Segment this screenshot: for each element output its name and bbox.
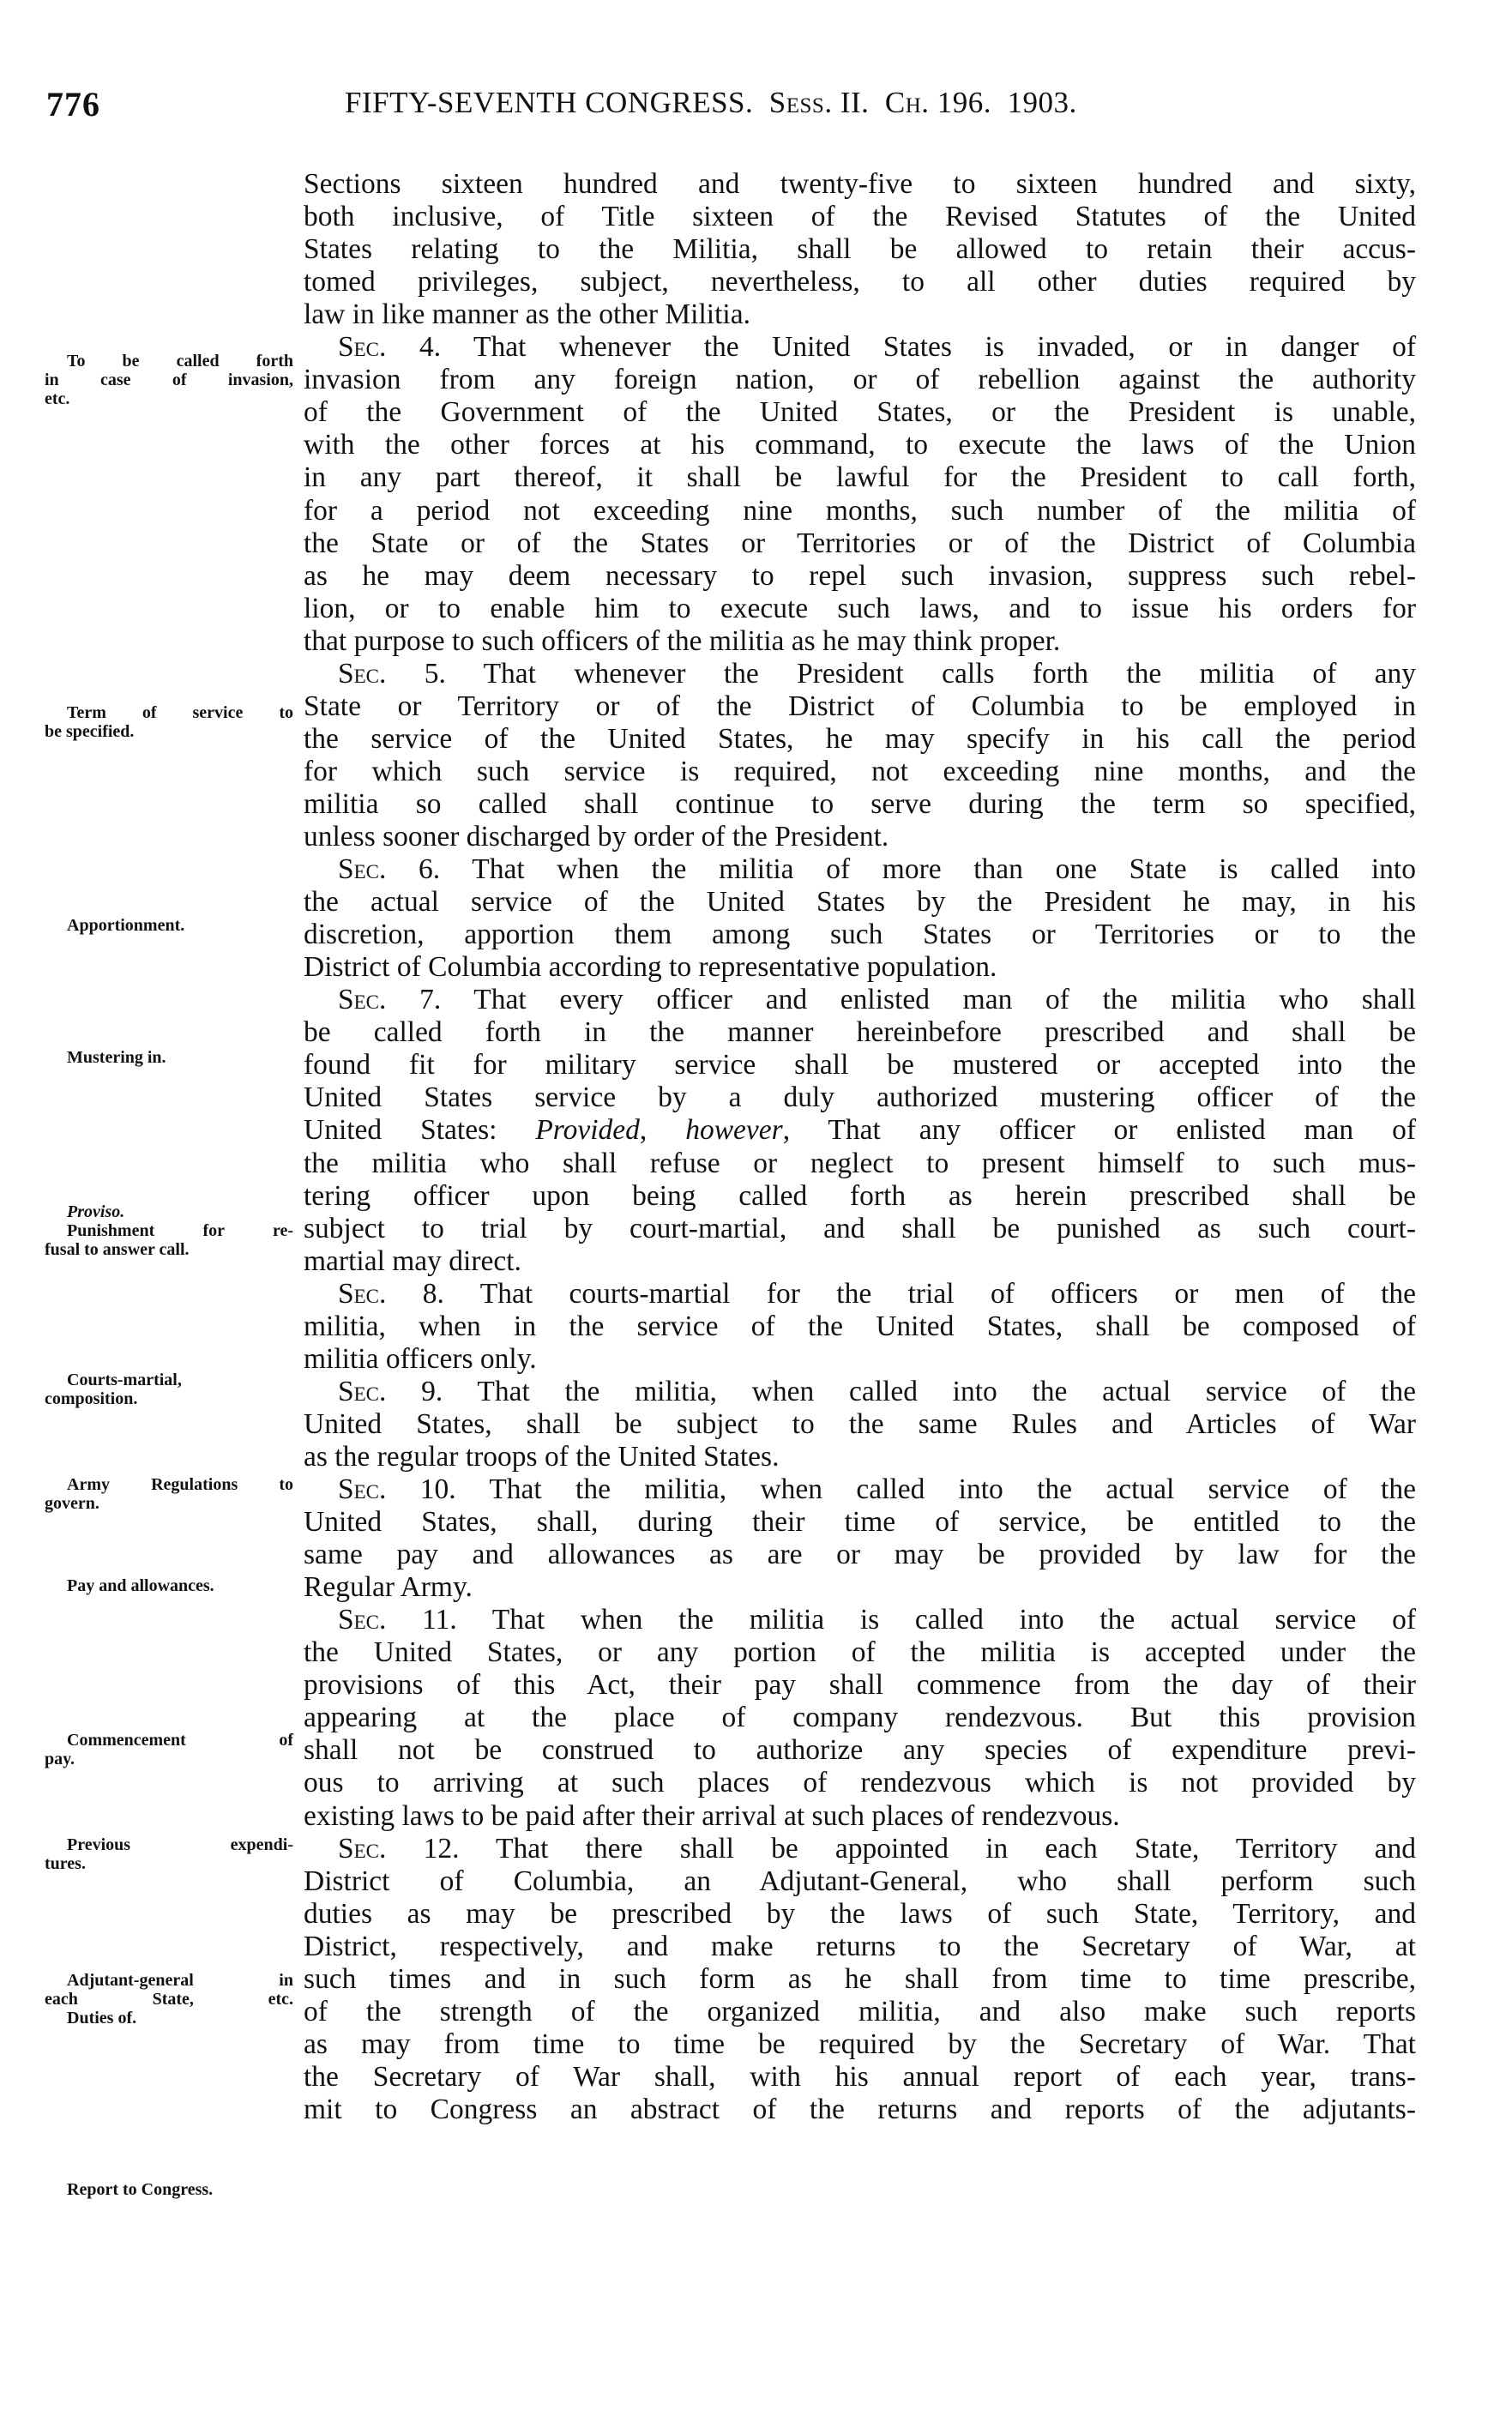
margin-note-line: Proviso. (67, 1202, 125, 1221)
body-line: same pay and allowances as are or may be provided by law for the (304, 1539, 1416, 1571)
body-line: District of Columbia, an Adjutant-General, who shall perform such (304, 1865, 1416, 1897)
body-line: District, respectively, and make returns to the Secretary of War, at (304, 1930, 1416, 1962)
body-line: the United States, or any portion of the militia is accepted under the (304, 1636, 1416, 1669)
margin-note-line: Apportionment. (67, 916, 185, 935)
running-head-title (345, 86, 1077, 120)
margin-note-line: be specified. (45, 722, 135, 741)
body-line: of the strength of the organized militia, and also make such reports (304, 1995, 1416, 2027)
body-line: such times and in such form as he shall from time to time prescribe, (304, 1962, 1416, 1995)
margin-note-line: Previous expendi- (67, 1835, 293, 1854)
body-line: martial may direct. (304, 1244, 521, 1277)
margin-note-line: each State, etc. (45, 1990, 293, 2009)
body-line: existing laws to be paid after their arrival at such places of rendezvous. (304, 1799, 1120, 1832)
body-line: law in like manner as the other Militia. (304, 298, 750, 331)
body-line: Sections sixteen hundred and twenty-five to sixteen hundred and sixty, (304, 168, 1416, 200)
margin-note-commencement-of-pay (45, 1731, 293, 1768)
body-line: States relating to the Militia, shall be allowed to retain their accus- (304, 233, 1416, 266)
body-line: the actual service of the United States by the President he may, in his (304, 886, 1416, 919)
margin-note-line: fusal to answer call. (45, 1240, 190, 1259)
body-line: mit to Congress an abstract of the returns and reports of the adjutants- (304, 2093, 1416, 2125)
body-line: United States, shall be subject to the same Rules and Articles of War (304, 1407, 1416, 1440)
body-line: militia so called shall continue to serve during the term so specified, (304, 787, 1416, 820)
margin-note-line: govern. (45, 1494, 99, 1513)
year-label: 1903. (1007, 86, 1077, 119)
margin-note-report-to-congress (45, 2180, 293, 2199)
body-line: that purpose to such officers of the militia as he may think proper. (304, 624, 1061, 657)
body-line: for which such service is required, not exceeding nine months, and the (304, 755, 1416, 787)
body-line: in any part thereof, it shall be lawful for the President to call forth, (304, 461, 1416, 494)
margin-note-line: Army Regulations to (67, 1475, 293, 1494)
margin-note-line: composition. (45, 1389, 138, 1408)
congress-title: FIFTY-SEVENTH CONGRESS. (345, 86, 754, 119)
section-number: Sec. 7. (338, 984, 442, 1016)
body-line: Sec. 6. That when the militia of more than one State is called into (338, 853, 1416, 886)
section-number: Sec. 5. (338, 657, 446, 690)
body-line: tering officer upon being called forth as herein prescribed shall be (304, 1179, 1416, 1212)
body-line: Sec. 12. That there shall be appointed in each State, Territory and (338, 1832, 1416, 1865)
margin-note-line: Report to Congress. (67, 2180, 214, 2199)
body-line: tomed privileges, subject, nevertheless, to all other duties required by (304, 266, 1416, 298)
body-line: Regular Army. (304, 1571, 473, 1604)
body-line: lion, or to enable him to execute such laws, and to issue his orders for (304, 592, 1416, 624)
body-line: as he may deem necessary to repel such invasion, suppress such rebel- (304, 559, 1416, 592)
chapter-label: Ch. 196. (884, 86, 992, 119)
body-line: provisions of this Act, their pay shall commence from the day of their (304, 1669, 1416, 1702)
body-line: Sec. 8. That courts-martial for the trial of officers or men of the (338, 1277, 1416, 1310)
margin-note-proviso (45, 1202, 293, 1259)
body-line: as may from time to time be required by the Secretary of War. That (304, 2027, 1416, 2060)
margin-note-previous-expenditures (45, 1835, 293, 1873)
body-line: subject to trial by court-martial, and shall be punished as such court- (304, 1212, 1416, 1244)
proviso-italic: Provided (535, 1114, 640, 1147)
body-line: be called forth in the manner hereinbefore prescribed and shall be (304, 1016, 1416, 1049)
margin-note-line: tures. (45, 1854, 86, 1873)
body-line: shall not be construed to authorize any species of expenditure previ- (304, 1734, 1416, 1767)
body-line: United States service by a duly authorized mustering officer of the (304, 1081, 1416, 1114)
margin-note-line: pay. (45, 1750, 75, 1768)
body-line: District of Columbia according to representative population. (304, 951, 997, 984)
section-number: Sec. 11. (338, 1604, 457, 1636)
section-number: Sec. 6. (338, 853, 441, 886)
section-number: Sec. 10. (338, 1473, 456, 1505)
section-number: Sec. 12. (338, 1832, 460, 1865)
session-label: Sess. II. (768, 86, 870, 119)
body-line: Sec. 7. That every officer and enlisted man of the militia who shall (338, 984, 1416, 1016)
page-number: 776 (46, 85, 100, 124)
margin-note-line: Adjutant-general in (67, 1971, 293, 1990)
margin-note-line: Mustering in. (67, 1048, 166, 1067)
margin-note-term-of-service (45, 703, 293, 741)
body-line: invasion from any foreign nation, or of rebellion against the authority (304, 364, 1416, 396)
body-line: Sec. 5. That whenever the President calls forth the militia of any (338, 657, 1416, 690)
margin-note-line: Courts-martial, (67, 1371, 182, 1389)
margin-note-courts-martial (45, 1371, 293, 1408)
body-line: found fit for military service shall be mustered or accepted into the (304, 1049, 1416, 1081)
body-line: United States: Provided, however, That any officer or enlisted man of (304, 1114, 1416, 1147)
body-line: as the regular troops of the United States. (304, 1440, 780, 1473)
body-line: militia officers only. (304, 1342, 537, 1375)
margin-note-line: in case of invasion, (45, 371, 293, 389)
margin-note-apportionment (45, 916, 293, 935)
body-line: unless sooner discharged by order of the President. (304, 821, 889, 853)
section-number: Sec. 8. (338, 1277, 444, 1310)
body-line: Sec. 11. That when the militia is called into the actual service of (338, 1604, 1417, 1636)
margin-note-line: Duties of. (67, 2009, 137, 2027)
body-line: Sec. 4. That whenever the United States is invaded, or in danger of (338, 331, 1416, 364)
body-line: ous to arriving at such places of rendezvous which is not provided by (304, 1767, 1416, 1799)
margin-note-line: etc. (45, 389, 70, 408)
margin-note-adjutant-general (45, 1971, 293, 2027)
section-number: Sec. 9. (338, 1375, 443, 1407)
body-line: Sec. 9. That the militia, when called into the actual service of the (338, 1375, 1416, 1407)
body-line: appearing at the place of company rendezvous. But this provision (304, 1702, 1416, 1734)
margin-note-line: To be called forth (67, 352, 293, 371)
margin-note-pay-allowances (45, 1576, 293, 1595)
margin-note-line: Commencement of (67, 1731, 293, 1750)
margin-note-army-regulations (45, 1475, 293, 1513)
body-line: both inclusive, of Title sixteen of the Revised Statutes of the United (304, 201, 1416, 233)
body-line: Sec. 10. That the militia, when called into the actual service of the (338, 1473, 1416, 1505)
section-number: Sec. 4. (338, 331, 442, 364)
body-line: the service of the United States, he may specify in his call the period (304, 722, 1416, 755)
body-line: United States, shall, during their time of service, be entitled to the (304, 1506, 1416, 1539)
margin-note-line: Term of service to (67, 703, 293, 722)
margin-note-called-forth (45, 352, 293, 408)
body-line: with the other forces at his command, to execute the laws of the Union (304, 429, 1416, 461)
body-line: the State or of the States or Territories or of the District of Columbia (304, 527, 1416, 559)
body-line: for a period not exceeding nine months, such number of the militia of (304, 494, 1416, 527)
margin-note-line: Punishment for re- (67, 1221, 293, 1240)
body-line: discretion, apportion them among such States or Territories or to the (304, 919, 1416, 951)
body-line: the Secretary of War shall, with his annual report of each year, trans- (304, 2060, 1416, 2093)
body-line: duties as may be prescribed by the laws of such State, Territory, and (304, 1897, 1416, 1930)
body-line: militia, when in the service of the United States, shall be composed of (304, 1310, 1416, 1342)
body-line: of the Government of the United States, or the President is unable, (304, 396, 1416, 429)
running-header (0, 84, 1512, 127)
body-line: State or Territory or of the District of Columbia to be employed in (304, 690, 1416, 722)
body-line: the militia who shall refuse or neglect to present himself to such mus- (304, 1147, 1416, 1179)
margin-note-mustering-in (45, 1048, 293, 1067)
proviso-italic: however (685, 1114, 783, 1147)
margin-note-line: Pay and allowances. (67, 1576, 214, 1595)
